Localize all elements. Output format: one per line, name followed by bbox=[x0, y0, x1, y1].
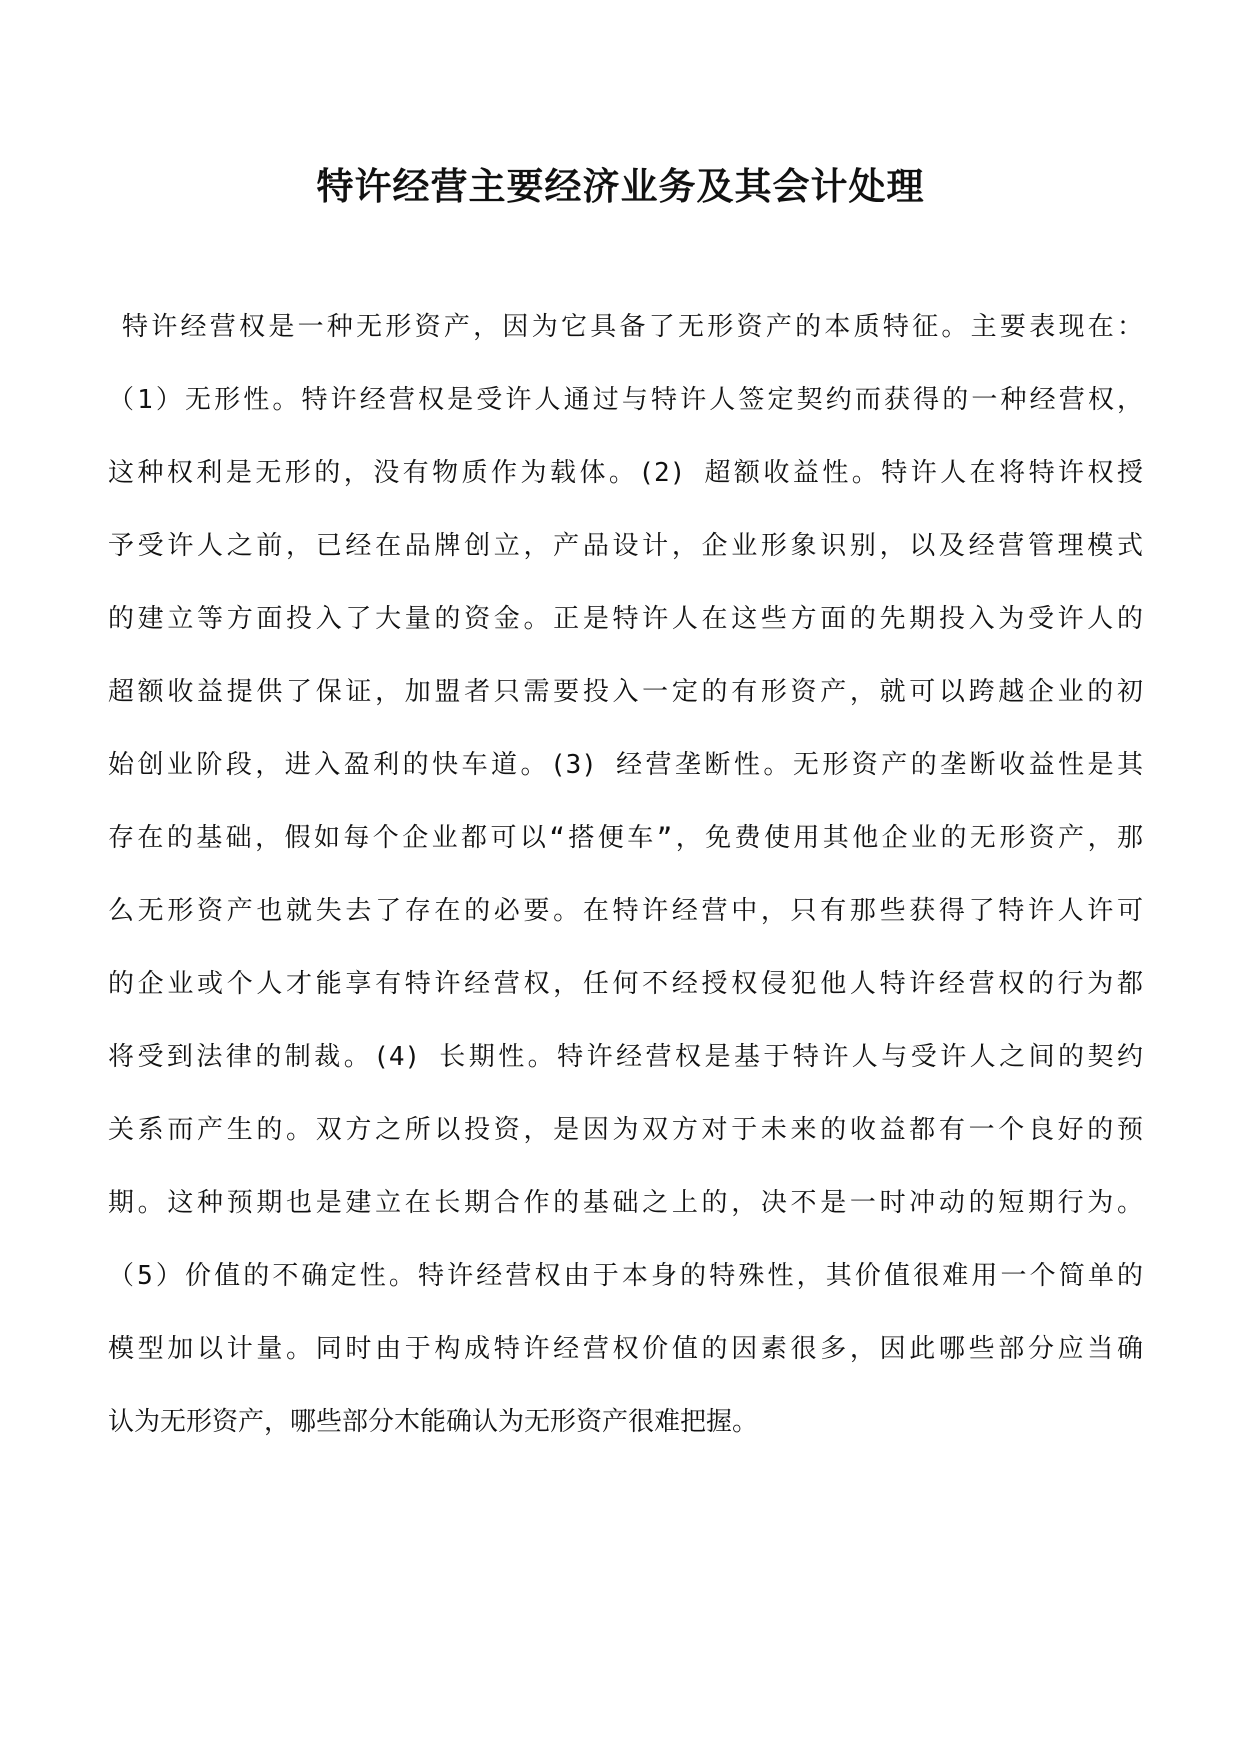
body-line-11: 将受到法律的制裁。(4) 长期性。特许经营权是基于特许人与受许人之间的契约 bbox=[108, 1042, 1143, 1072]
body-line-12: 关系而产生的。双方之所以投资，是因为双方对于未来的收益都有一个良好的预 bbox=[108, 1115, 1143, 1145]
body-line-2: （1）无形性。特许经营权是受许人通过与特许人签定契约而获得的一种经营权， bbox=[108, 385, 1143, 415]
body-line-3: 这种权利是无形的，没有物质作为载体。(2) 超额收益性。特许人在将特许权授 bbox=[108, 458, 1143, 488]
body-line-6: 超额收益提供了保证，加盟者只需要投入一定的有形资产，就可以跨越企业的初 bbox=[108, 677, 1143, 707]
body-line-8: 存在的基础，假如每个企业都可以“搭便车”，免费使用其他企业的无形资产，那 bbox=[108, 823, 1143, 853]
body-line-13: 期。这种预期也是建立在长期合作的基础之上的，决不是一时冲动的短期行为。 bbox=[108, 1188, 1143, 1218]
body-line-14: （5）价值的不确定性。特许经营权由于本身的特殊性，其价值很难用一个简单的 bbox=[108, 1261, 1143, 1291]
body-line-1: 特许经营权是一种无形资产，因为它具备了无形资产的本质特征。主要表现在： bbox=[122, 312, 1143, 342]
document-title: 特许经营主要经济业务及其会计处理 bbox=[316, 164, 925, 208]
body-line-16: 认为无形资产，哪些部分木能确认为无形资产很难把握。 bbox=[108, 1407, 759, 1437]
body-line-5: 的建立等方面投入了大量的资金。正是特许人在这些方面的先期投入为受许人的 bbox=[108, 604, 1143, 634]
body-line-7: 始创业阶段，进入盈利的快车道。(3) 经营垄断性。无形资产的垄断收益性是其 bbox=[108, 750, 1143, 780]
body-line-9: 么无形资产也就失去了存在的必要。在特许经营中，只有那些获得了特许人许可 bbox=[108, 896, 1143, 926]
body-line-4: 予受许人之前，已经在品牌创立，产品设计，企业形象识别，以及经营管理模式 bbox=[108, 531, 1143, 561]
body-line-10: 的企业或个人才能享有特许经营权，任何不经授权侵犯他人特许经营权的行为都 bbox=[108, 969, 1143, 999]
body-line-15: 模型加以计量。同时由于构成特许经营权价值的因素很多，因此哪些部分应当确 bbox=[108, 1334, 1143, 1364]
